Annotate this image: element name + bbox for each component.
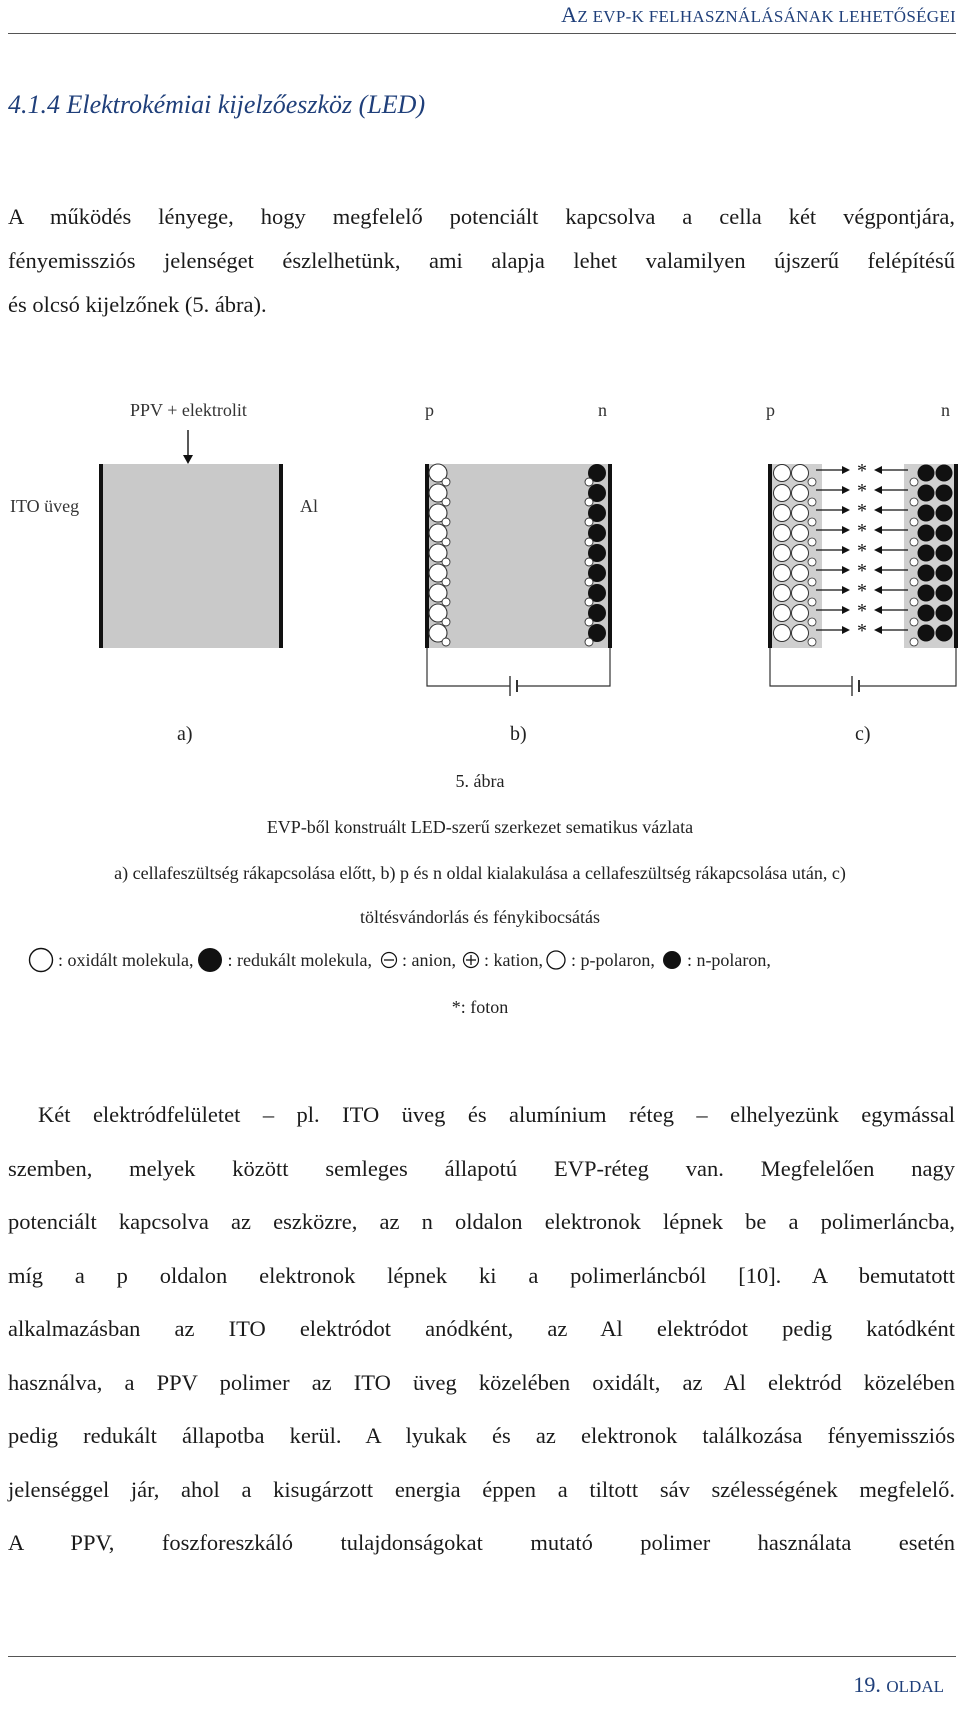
photon-star: * (857, 460, 867, 482)
figure-description-line2: töltésvándorlás és fénykibocsátás (360, 907, 600, 927)
photon-star: * (857, 500, 867, 522)
paragraph-line: potenciált kapcsolva az eszközre, az n oldalon elektronok lépnek be a polimerláncba, (8, 1209, 955, 1234)
n-polaron (936, 565, 953, 582)
cell-b-body (426, 464, 610, 648)
paragraph-line: szemben, melyek között semleges állapotú EVP-réteg van. Megfelelően nagy (8, 1155, 955, 1181)
anion (808, 478, 816, 486)
n-polaron (918, 505, 935, 522)
photon-star: * (857, 560, 867, 582)
cation (910, 498, 918, 506)
anion (808, 558, 816, 566)
cation (585, 498, 593, 506)
anion-icon (380, 951, 398, 969)
cell-b (426, 464, 610, 696)
n-polaron (918, 585, 935, 602)
anion (442, 638, 450, 646)
page-word: OLDAL (886, 1677, 944, 1696)
paragraph-line: míg a p oldalon elektronok lépnek ki a polimerláncból [10]. A bemutatott (8, 1262, 955, 1288)
cation (585, 518, 593, 526)
anion (442, 598, 450, 606)
paragraph-line: alkalmazásban az ITO elektródot anódként, az Al elektródot pedig katódként (8, 1316, 955, 1341)
p-polaron (792, 505, 809, 522)
legend-photon: *: foton (451, 997, 509, 1017)
n-polaron (936, 485, 953, 502)
n-polaron (936, 505, 953, 522)
paragraph-line: Két elektródfelületet – pl. ITO üveg és alumínium réteg – elhelyezünk egymással (38, 1102, 955, 1127)
running-header (561, 2, 956, 28)
anion (442, 478, 450, 486)
anion (808, 598, 816, 606)
legend-p-polaron: : p-polaron, (570, 949, 655, 970)
figure-description-line1: a) cellafeszültség rákapcsolása előtt, b) p és n oldal kialakulása a cellafeszültség rákapcsolása után, c) (114, 863, 846, 883)
anion (442, 578, 450, 586)
cation (910, 578, 918, 586)
p-polaron (792, 565, 809, 582)
header-rule (8, 33, 956, 34)
p-polaron-icon (545, 949, 567, 971)
cation (585, 638, 593, 646)
paragraph-main (8, 1088, 955, 1570)
cation (910, 638, 918, 646)
p-polaron (792, 525, 809, 542)
cation (910, 478, 918, 486)
figure-legend (28, 947, 771, 973)
oxidized-molecule-icon (28, 947, 54, 973)
anion (808, 578, 816, 586)
figure-5 (0, 400, 960, 780)
legend-reduced: : redukált molekula, (227, 949, 372, 970)
p-polaron (774, 545, 791, 562)
paragraph-intro (8, 195, 955, 327)
n-polaron (918, 625, 935, 642)
p-polaron (774, 625, 791, 642)
section-heading: 4.1.4 Elektrokémiai kijelzőeszköz (LED) (8, 90, 426, 119)
n-polaron-icon (661, 949, 683, 971)
header-initial: A (561, 2, 578, 27)
cell-a-body (100, 464, 281, 648)
legend-oxidized: : oxidált molekula, (58, 949, 194, 970)
cation (910, 618, 918, 626)
cation-icon (462, 951, 480, 969)
page-footer (853, 1672, 944, 1698)
figure-number: 5. ábra (455, 771, 505, 791)
n-polaron (918, 525, 935, 542)
photon-star: * (857, 480, 867, 502)
label-p-b: p (425, 400, 434, 420)
anion (808, 518, 816, 526)
p-polaron (774, 585, 791, 602)
anion (808, 638, 816, 646)
anion (808, 498, 816, 506)
p-polaron (792, 465, 809, 482)
photon-star: * (857, 580, 867, 602)
page-number: 19. (853, 1672, 887, 1697)
cation (585, 578, 593, 586)
cation (910, 558, 918, 566)
label-p-c: p (766, 400, 775, 420)
p-polaron (792, 605, 809, 622)
n-polaron (918, 485, 935, 502)
p-polaron (792, 585, 809, 602)
anion (808, 618, 816, 626)
n-polaron (918, 565, 935, 582)
label-n-b: n (598, 400, 607, 420)
p-polaron (774, 465, 791, 482)
circuit-c-right (860, 648, 956, 686)
footer-rule (8, 1656, 956, 1657)
cell-b-oxidized-column (429, 464, 450, 646)
figure-title: EVP-ből konstruált LED-szerű szerkezet sematikus vázlata (266, 817, 694, 837)
cation (910, 518, 918, 526)
photon-star: * (857, 520, 867, 542)
cell-c (770, 460, 956, 696)
p-polaron (774, 565, 791, 582)
legend-cation: : kation, (483, 949, 543, 970)
photon-star: * (857, 540, 867, 562)
cell-a (100, 464, 281, 648)
n-polaron (936, 545, 953, 562)
legend-anion: : anion, (401, 949, 456, 970)
legend-n-polaron: : n-polaron, (686, 949, 771, 970)
label-ppv-elektrolit: PPV + elektrolit (130, 400, 247, 420)
n-polaron (936, 605, 953, 622)
anion (442, 498, 450, 506)
photon-star: * (857, 620, 867, 642)
cation (910, 538, 918, 546)
circuit-c-left (770, 648, 852, 686)
circuit-b-left (427, 648, 510, 686)
anion (442, 538, 450, 546)
paragraph-line: használva, a PPV polimer az ITO üveg közelében oxidált, az Al elektród közelében (8, 1369, 955, 1395)
paragraph-line: A PPV, foszforeszkáló tulajdonságokat mutató polimer használata esetén (8, 1530, 955, 1555)
cation (585, 478, 593, 486)
photon-star: * (857, 600, 867, 622)
cation (585, 558, 593, 566)
cation (910, 598, 918, 606)
paragraph-line: jelenséggel jár, ahol a kisugárzott energia éppen a tiltott sáv szélességének megfelelő. (8, 1476, 955, 1502)
n-polaron (936, 625, 953, 642)
n-polaron (918, 545, 935, 562)
p-polaron (792, 545, 809, 562)
cell-c-photon-column (857, 460, 867, 642)
header-rest: Z EVP-K FELHASZNÁLÁSÁNAK LEHETŐSÉGEI (577, 7, 956, 26)
p-polaron (774, 485, 791, 502)
n-polaron (918, 465, 935, 482)
anion (808, 538, 816, 546)
anion (442, 558, 450, 566)
cation (585, 618, 593, 626)
paragraph-line: fényemissziós jelenséget észlelhetünk, ami alapja lehet valamilyen újszerű felépítésű (8, 248, 955, 273)
sublabel-c: c) (855, 723, 871, 745)
paragraph-line: pedig redukált állapotba kerül. A lyukak és az elektronok találkozása fényemissziós (8, 1423, 955, 1448)
p-polaron (774, 525, 791, 542)
cation (585, 598, 593, 606)
reduced-molecule-icon (197, 947, 223, 973)
n-polaron (918, 605, 935, 622)
label-n-c: n (941, 400, 950, 420)
n-polaron (936, 525, 953, 542)
paragraph-line: és olcsó kijelzőnek (5. ábra). (8, 292, 267, 317)
paragraph-line: A működés lényege, hogy megfelelő potenciált kapcsolva a cella két végpontjára, (8, 204, 955, 229)
figure-diagram (0, 400, 960, 700)
label-ito-uveg: ITO üveg (10, 496, 80, 516)
n-polaron (936, 585, 953, 602)
anion (442, 618, 450, 626)
label-al: Al (300, 496, 318, 516)
p-polaron (774, 505, 791, 522)
anion (442, 518, 450, 526)
cation (585, 538, 593, 546)
circuit-b-right (518, 648, 610, 686)
p-polaron (792, 625, 809, 642)
ppv-arrow-head (183, 455, 193, 464)
n-polaron (936, 465, 953, 482)
sublabel-b: b) (510, 723, 527, 745)
p-polaron (792, 485, 809, 502)
p-polaron (774, 605, 791, 622)
sublabel-a: a) (177, 723, 193, 745)
